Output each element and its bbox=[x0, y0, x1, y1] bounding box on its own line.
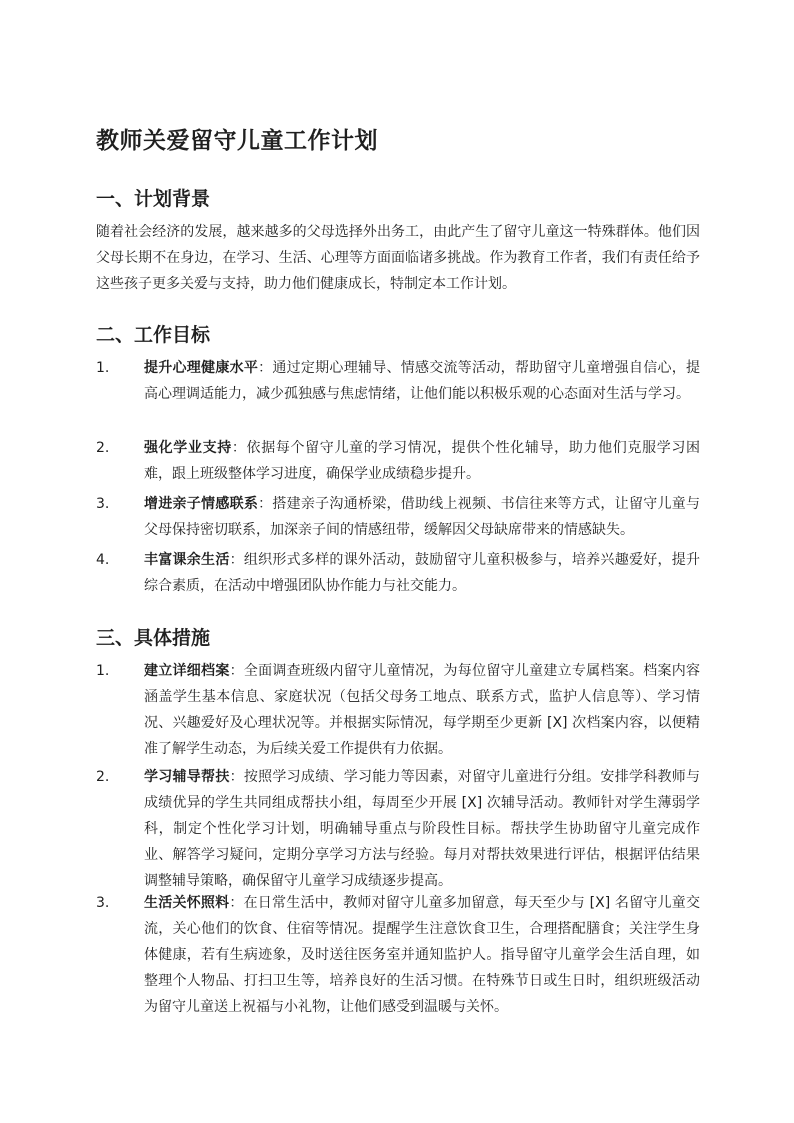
background-paragraph: 随着社会经济的发展，越来越多的父母选择外出务工，由此产生了留守儿童这一特殊群体。他们因父母长期不在身边，在学习、生活、心理等方面面临诸多挑战。作为教育工作者，我们有责任给予这些孩子更多关爱与支持，助力他们健康成长，特制定本工作计划。 bbox=[96, 224, 700, 292]
item-text: ：通过定期心理辅导、情感交流等活动，帮助留守儿童增强自信心，提高心理调适能力，减少孤独感与焦虑情绪，让他们能以积极乐观的心态面对生活与学习。 bbox=[144, 360, 701, 402]
item-text: ：按照学习成绩、学习能力等因素，对留守儿童进行分组。安排学科教师与成绩优异的学生共同组成帮扶小组，每周至少开展 [X] 次辅导活动。教师针对学生薄弱学科，制定个性化学习计划，明确辅导重点与阶段性目标。帮扶学生协助留守儿童完成作业、解答学习疑问，定期分享学习方法与经验。每月对帮扶效果进行评估，根据评估结果调整辅导策略，确保留守儿童学习成绩逐步提高。 bbox=[144, 769, 701, 889]
list-number: 2. bbox=[96, 769, 110, 785]
goal-item bbox=[96, 355, 700, 407]
item-lead: 提升心理健康水平 bbox=[144, 360, 259, 376]
item-text: ：在日常生活中，教师对留守儿童多加留意，每天至少与 [X] 名留守儿童交流，关心他们的饮食、住宿等情况。提醒学生注意饮食卫生，合理搭配膳食；关注学生身体健康，若有生病迹象，及时送往医务室并通知监护人。指导留守儿童学会生活自理，如整理个人物品、打扫卫生等，培养良好的生活习惯。在特殊节日或生日时，组织班级活动为留守儿童送上祝福与小礼物，让他们感受到温暖与关怀。 bbox=[144, 895, 700, 1015]
item-lead: 增进亲子情感联系 bbox=[144, 496, 259, 512]
page-title: 教师关爱留守儿童工作计划 bbox=[96, 128, 378, 154]
item-text: ：搭建亲子沟通桥梁，借助线上视频、书信往来等方式，让留守儿童与父母保持密切联系，加深亲子间的情感纽带，缓解因父母缺席带来的情感缺失。 bbox=[144, 496, 701, 538]
section-heading-background: 一、计划背景 bbox=[96, 188, 211, 210]
item-text: ：依据每个留守儿童的学习情况，提供个性化辅导，助力他们克服学习困难，跟上班级整体学习进度，确保学业成绩稳步提升。 bbox=[144, 440, 701, 482]
list-number: 4. bbox=[96, 552, 110, 568]
item-lead: 建立详细档案 bbox=[144, 663, 230, 679]
item-lead: 生活关怀照料 bbox=[144, 895, 230, 911]
list-number: 3. bbox=[96, 496, 110, 512]
item-text: ：全面调查班级内留守儿童情况，为每位留守儿童建立专属档案。档案内容涵盖学生基本信息、家庭状况（包括父母务工地点、联系方式，监护人信息等）、学习情况、兴趣爱好及心理状况等。并根据实际情况，每学期至少更新 [X] 次档案内容，以便精准了解学生动态，为后续关爱工作提供有力依据。 bbox=[144, 663, 701, 757]
section-heading-goals: 二、工作目标 bbox=[96, 324, 211, 346]
goal-item bbox=[96, 435, 700, 487]
item-lead: 丰富课余生活 bbox=[144, 552, 230, 568]
measure-item bbox=[96, 658, 700, 762]
list-number: 2. bbox=[96, 440, 110, 456]
item-text: ：组织形式多样的课外活动，鼓励留守儿童积极参与，培养兴趣爱好，提升综合素质，在活动中增强团队协作能力与社交能力。 bbox=[144, 552, 701, 594]
list-number: 3. bbox=[96, 895, 110, 911]
goal-item bbox=[96, 491, 700, 543]
list-number: 1. bbox=[96, 360, 110, 376]
section-heading-measures: 三、具体措施 bbox=[96, 627, 211, 649]
goal-item bbox=[96, 547, 700, 599]
item-lead: 强化学业支持 bbox=[144, 440, 232, 456]
list-number: 1. bbox=[96, 663, 110, 679]
measure-item bbox=[96, 764, 700, 894]
item-lead: 学习辅导帮扶 bbox=[144, 769, 230, 785]
measure-item bbox=[96, 890, 700, 1020]
